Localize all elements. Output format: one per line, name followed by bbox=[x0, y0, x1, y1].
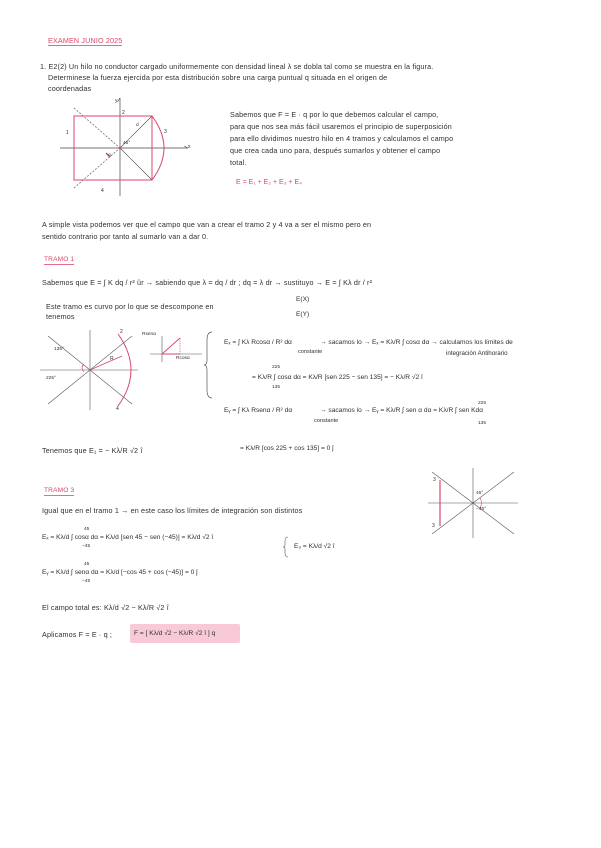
tramo3-ey-eq: Eᵧ = Kλ/d ∫ senα dα = Kλ/d [−cos 45 + cos (−45)] = 0 ĵ bbox=[42, 569, 198, 576]
tramo3-intro: Igual que en el tramo 1 → en este caso los límites de integración son distintos bbox=[42, 506, 303, 515]
symmetry-line-1: A simple vista podemos ver que el campo que van a crear el tramo 2 y 4 va a ser el mismo pero en bbox=[42, 220, 372, 229]
fig-label-3: 3 bbox=[164, 129, 167, 135]
tramo3-fig-n3-top: 3 bbox=[433, 477, 436, 483]
tramo1-label-rcos: Rcosα bbox=[176, 356, 190, 361]
tramo3-ex-eq: Eₓ = Kλ/d ∫ cosα dα = Kλ/d [sen 45 − sen (−45)] = Kλ/d √2 î bbox=[42, 534, 214, 541]
tramo1-brace bbox=[204, 330, 214, 400]
tramo1-ex-antihorario: integración Antihorario bbox=[446, 350, 508, 357]
tramo1-ey-lim-bot: 135 bbox=[478, 421, 487, 426]
tramo1-figure bbox=[40, 330, 140, 410]
tramo1-angle-135: 135° bbox=[54, 347, 64, 352]
total-field: El campo total es: Kλ/d √2 − Kλ/R √2 î bbox=[42, 603, 169, 612]
tramo3-ey-lim-bot: −45 bbox=[82, 579, 91, 584]
apply-force: Aplicamos F = E · q ; bbox=[42, 630, 113, 639]
tramo1-ex-eq-b: → sacamos lo → Eₓ = Kλ/R ∫ cosα dα → calculamos los límites de bbox=[320, 339, 513, 346]
tramo1-intro: Sabemos que E = ∫ K dq / r² ûr → sabiendo que λ = dq / dr ; dq = λ dr → sustituyo → E = ∫ Kλ dr / r² bbox=[42, 278, 373, 287]
fig-label-angle: 45° bbox=[123, 141, 131, 146]
tramo1-ex-eval: = Kλ/R ∫ cosα dα = Kλ/R [sen 225 − sen 135] = − Kλ/R √2 î bbox=[252, 374, 423, 381]
fig-label-2: 2 bbox=[122, 110, 125, 116]
fig-label-y: y bbox=[115, 98, 118, 104]
problem-line-2: Determinese la fuerza ejercida por esta distribución sobre una carga puntual q situada en el origen de bbox=[48, 73, 388, 82]
final-force: F = [ Kλ/d √2 − Kλ/R √2 î ] q bbox=[134, 630, 216, 637]
fig-label-1: 1 bbox=[66, 130, 69, 136]
tramo1-ex-lim-bot: 135 bbox=[272, 385, 281, 390]
tramo3-title: TRAMO 3 bbox=[44, 487, 75, 494]
tramo1-ey-eq-b: → sacamos lo → Eᵧ = Kλ/R ∫ sen α dα = Kλ/R ∫ sen Kdα bbox=[320, 407, 484, 414]
intro-line-2: para que nos sea más fácil usaremos el principio de superposición bbox=[230, 122, 452, 131]
problem-line-3: coordenadas bbox=[48, 84, 92, 93]
tramo3-figure bbox=[428, 468, 518, 538]
tramo1-ey-const: constante bbox=[314, 418, 339, 424]
tramo1-ey-lim-top: 225 bbox=[478, 401, 487, 406]
intro-superposition-eq: E = E₁ + E₂ + E₃ + E₄ bbox=[236, 179, 303, 186]
exam-title: EXAMEN JUNIO 2025 bbox=[48, 36, 123, 45]
tramo3-ex-lim-bot: −45 bbox=[82, 544, 91, 549]
tramo3-ey-lim-top: 45 bbox=[84, 562, 90, 567]
fig-label-q: q bbox=[108, 153, 111, 158]
tramo1-fig-n2: 2 bbox=[120, 329, 123, 335]
fig-label-x: x bbox=[188, 144, 191, 150]
tramo1-angle-225: 225° bbox=[46, 376, 56, 381]
tramo3-angle-45: 45° bbox=[476, 491, 484, 496]
intro-line-4: que crea cada uno para, después sumarlos y obtener el campo bbox=[230, 146, 441, 155]
tramo1-ey-eval: = Kλ/R [cos 225 + cos 135] = 0 ĵ bbox=[240, 445, 334, 452]
intro-line-1: Sabemos que F = E · q por lo que debemos calcular el campo, bbox=[230, 110, 439, 119]
problem-line-1: 1. E2(2) Un hilo no conductor cargado uniformemente con densidad lineal λ se dobla tal como se muestra en la figura. bbox=[40, 62, 434, 71]
tramo1-title: TRAMO 1 bbox=[44, 256, 75, 263]
tramo3-fig-n3-bot: 3 bbox=[432, 523, 435, 529]
tramo1-ex-eq: Eₓ = ∫ Kλ Rcosα / R² dα bbox=[224, 339, 292, 346]
tramo1-label-rsen: Rsenα bbox=[142, 332, 156, 337]
symmetry-line-2: sentido contrario por tanto al sumarlo van a dar 0. bbox=[42, 232, 209, 241]
tramo1-comp-x: E(X) bbox=[296, 296, 310, 303]
tramo1-comp-y: E(Y) bbox=[296, 311, 310, 318]
tramo1-label-r: R bbox=[110, 356, 114, 362]
fig-label-4: 4 bbox=[101, 188, 104, 194]
tramo1-curve-text-2: tenemos bbox=[46, 312, 75, 321]
tramo3-brace bbox=[282, 536, 290, 558]
tramo3-ex-lim-top: 45 bbox=[84, 527, 90, 532]
tramo1-fig-n4: 4 bbox=[116, 406, 119, 412]
tramo3-e3: E₃ = Kλ/d √2 î bbox=[294, 543, 335, 550]
tramo1-result: Tenemos que E₁ = − Kλ/R √2 î bbox=[42, 446, 143, 455]
fig-label-d: d bbox=[136, 123, 139, 128]
intro-line-5: total. bbox=[230, 158, 247, 167]
tramo1-ex-const: constante bbox=[298, 349, 323, 355]
tramo1-curve-text: Este tramo es curvo por lo que se descompone en bbox=[46, 302, 214, 311]
main-figure bbox=[60, 98, 190, 198]
tramo1-ey-eq: Eᵧ = ∫ Kλ Rsenα / R² dα bbox=[224, 407, 293, 414]
intro-line-3: para ello dividimos nuestro hilo en 4 tramos y calculamos el campo bbox=[230, 134, 454, 143]
tramo3-angle-neg45: −45° bbox=[476, 507, 487, 512]
tramo1-ex-lim-top: 225 bbox=[272, 365, 281, 370]
